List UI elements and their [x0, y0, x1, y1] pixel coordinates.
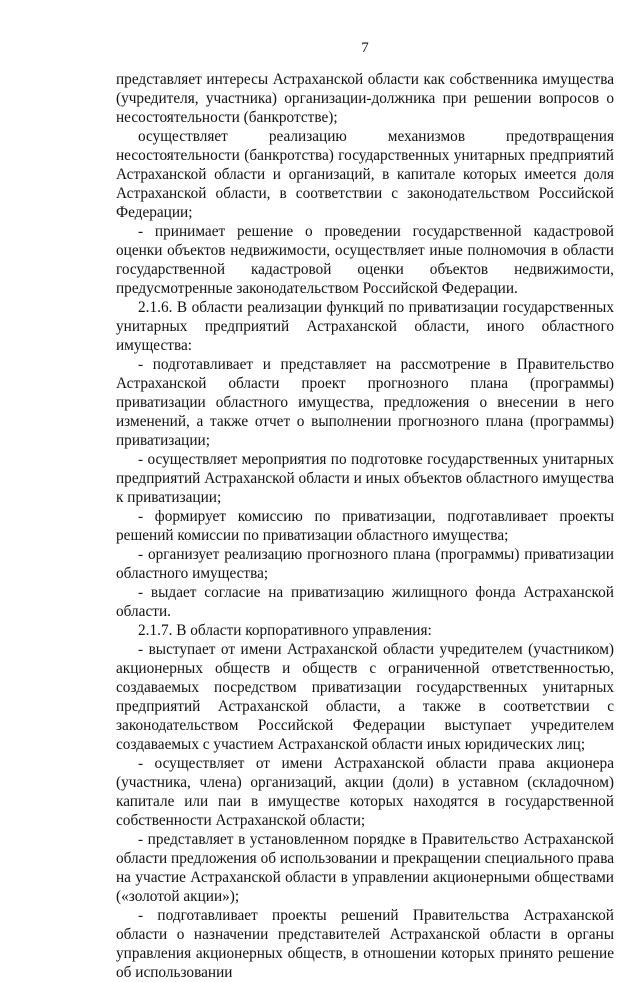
paragraph: - выступает от имени Астраханской области учредителем (участником) акционерных обществ и обществ с ограниченной ответственностью, создаваемых посредством приватизации государственных унитарных предприятий Астраханской области, а также в соответствии с законодательством Российской Федерации выступает учредителем создаваемых с участием Астраханской области иных юридических лиц;	[116, 641, 614, 753]
paragraph: - осуществляет мероприятия по подготовке государственных унитарных предприятий Астраханской области и иных объектов областного имущества к приватизации;	[116, 451, 614, 506]
paragraph: - осуществляет от имени Астраханской области права акционера (участника, члена) организаций, акции (доли) в уставном (складочном) капитале или паи в имуществе которых находятся в государственной собственности Астраханской области;	[116, 755, 614, 829]
document-body	[116, 70, 614, 982]
paragraph: представляет интересы Астраханской области как собственника имущества (учредителя, участника) организации-должника при решении вопросов о несостоятельности (банкротстве);	[116, 71, 614, 126]
paragraph: - организует реализацию прогнозного плана (программы) приватизации областного имущества;	[116, 546, 614, 582]
paragraph: - представляет в установленном порядке в Правительство Астраханской области предложения об использовании и прекращении специального права на участие Астраханской области в управлении акционерными обществами («золотой акции»);	[116, 831, 614, 905]
paragraph: - принимает решение о проведении государственной кадастровой оценки объектов недвижимости, осуществляет иные полномочия в области государственной кадастровой оценки объектов недвижимости, предусмотренные законодательством Российской Федерации.	[116, 223, 614, 297]
paragraph: - выдает согласие на приватизацию жилищного фонда Астраханской области.	[116, 584, 614, 620]
page-number: 7	[361, 40, 369, 56]
paragraph: - подготавливает проекты решений Правительства Астраханской области о назначении представителей Астраханской области в органы управления акционерных обществ, в отношении которых принято решение об использовании	[116, 907, 614, 981]
paragraph: осуществляет реализацию механизмов предотвращения несостоятельности (банкротства) государственных унитарных предприятий Астраханской области и организаций, в капитале которых имеется доля Астраханской области, в соответствии с законодательством Российской Федерации;	[116, 128, 614, 221]
section-heading: 2.1.6. В области реализации функций по приватизации государственных унитарных предприятий Астраханской области, иного областного имущества:	[116, 299, 614, 354]
section-heading: 2.1.7. В области корпоративного управления:	[138, 622, 432, 639]
paragraph: - подготавливает и представляет на рассмотрение в Правительство Астраханской области проект прогнозного плана (программы) приватизации областного имущества, предложения о внесении в него изменений, а также отчет о выполнении прогнозного плана (программы) приватизации;	[116, 356, 614, 449]
paragraph: - формирует комиссию по приватизации, подготавливает проекты решений комиссии по приватизации областного имущества;	[116, 508, 614, 544]
